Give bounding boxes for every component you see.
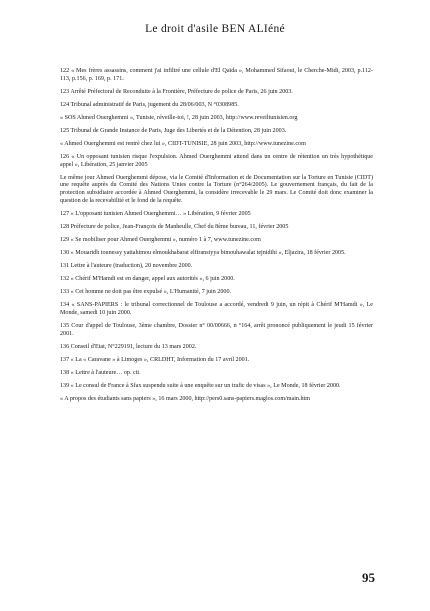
note-132: 132 « Chérif M'Hamdi est en danger, appel aux autorités », 6 juin 2000. — [60, 276, 235, 283]
note-133: 133 « Cet homme ne doit pas être expulsé », L'Humanité, 7 juin 2000. — [60, 289, 232, 296]
note-138: 138 « Lettre à l'auteure… op. cit. — [60, 369, 141, 376]
note-139: 139 « Le consul de France à Sfax suspendu suite à une enquête sur un trafic de visas », Le Monde, 18 février 2000. — [60, 383, 341, 390]
note-123: 123 Arrêté Préfectoral de Reconduite à la Frontière, Préfecture de police de Paris, 26 juin 2003. — [60, 88, 293, 95]
note-124: 124 Tribunal administratif de Paris, jugement du 28/06/003, N °0308985. — [60, 101, 239, 108]
note-125-continued: « Ahmed Ouerghemmi est rentré chez lui », CIDT-TUNISIE, 28 juin 2003, http://www.tunezine.com — [60, 141, 306, 148]
note-139-continued: « A propos des étudiants sans papiers », 16 mars 2000, http://pers0.sans-papiers.maglos.com/main.htm — [60, 396, 310, 403]
page-number: 95 — [362, 570, 375, 585]
note-126-continued: Le même jour Ahmed Ouerghemmi dépose, via le Comité d'Information et de Documentation sur la Torture en Tunisie (CIDT) une requête auprès du Comité des Nations Unies contre la Torture (n°264/2005). Le gouvernement français, du fait de la protection subsidiaire accordée à Ahmed Ouerghemmi, la considère irrecevable le 29 mars. Le Comité doit donc examiner la question de la recevabilité et le fond de la requête. — [60, 174, 373, 204]
note-122: 122 « Mes frères assassins, comment j'ai infiltré une cellule d'El Qaïda », Mohammed Sifaoui, le Cherche-Midi, 2003, p.112-113, p.156, p. 169, p. 171. — [60, 68, 373, 82]
note-134: 134 « SANS-PAPIERS : le tribunal correctionnel de Toulouse a accordé, vendredi 9 juin, un répit à Chérif M'Hamdi », Le Monde, samedi 10 juin 2000. — [60, 302, 373, 316]
note-126: 126 « Un opposant tunisien risque l'expulsion. Ahmed Ouerghemmi attend dans un centre de rétention un très hypothétique appel », Libération, 25 janvier 2005 — [60, 154, 373, 168]
page-header: Le droit d'asile BEN ALIéné — [145, 23, 285, 35]
note-129: 129 « Se mobiliser pour Ahmed Ouerghemmi », numéro 1 à 7, www.tunezine.com — [60, 236, 261, 243]
note-125: 125 Tribunal de Grande Instance de Paris, Juge des Libertés et de la Détention, 28 juin 2003. — [60, 127, 287, 134]
note-135: 135 Cour d'appel de Toulouse, 3ème chambre, Dossier n° 00/00666, n °164, arrêt prononcé publiquement le jeudi 15 février 2001. — [60, 323, 373, 337]
note-127: 127 « L'opposant tunisien Ahmed Ouerghemmi… » Libération, 9 février 2005 — [60, 210, 251, 217]
note-128: 128 Préfecture de police, Jean-François de Manheulle, Chef du 8ème bureau, 11, février 2005 — [60, 223, 289, 230]
note-124-continued: « SOS Ahmed Ouerghemmi », Tunisie, réveille-toi, !, 28 juin 2003, http://www.reveiltunisien.org — [60, 114, 298, 121]
note-131: 131 Lettre à l'auteure (traduction), 20 novembre 2000. — [60, 263, 193, 270]
note-137: 137 « La « Caravane » à Limoges », CRLDHT, Information du 17 avril 2001. — [60, 356, 250, 363]
note-136: 136 Conseil d'Etat, N°229191, lecture du 13 mars 2002. — [60, 343, 197, 350]
note-130: 130 « Mouaridh tounessy yattahimou elmoukhabarat elfiransiyya bimouhawalat tejnidihi », Eljazira, 18 février 2005. — [60, 250, 346, 256]
endnotes — [60, 68, 373, 409]
